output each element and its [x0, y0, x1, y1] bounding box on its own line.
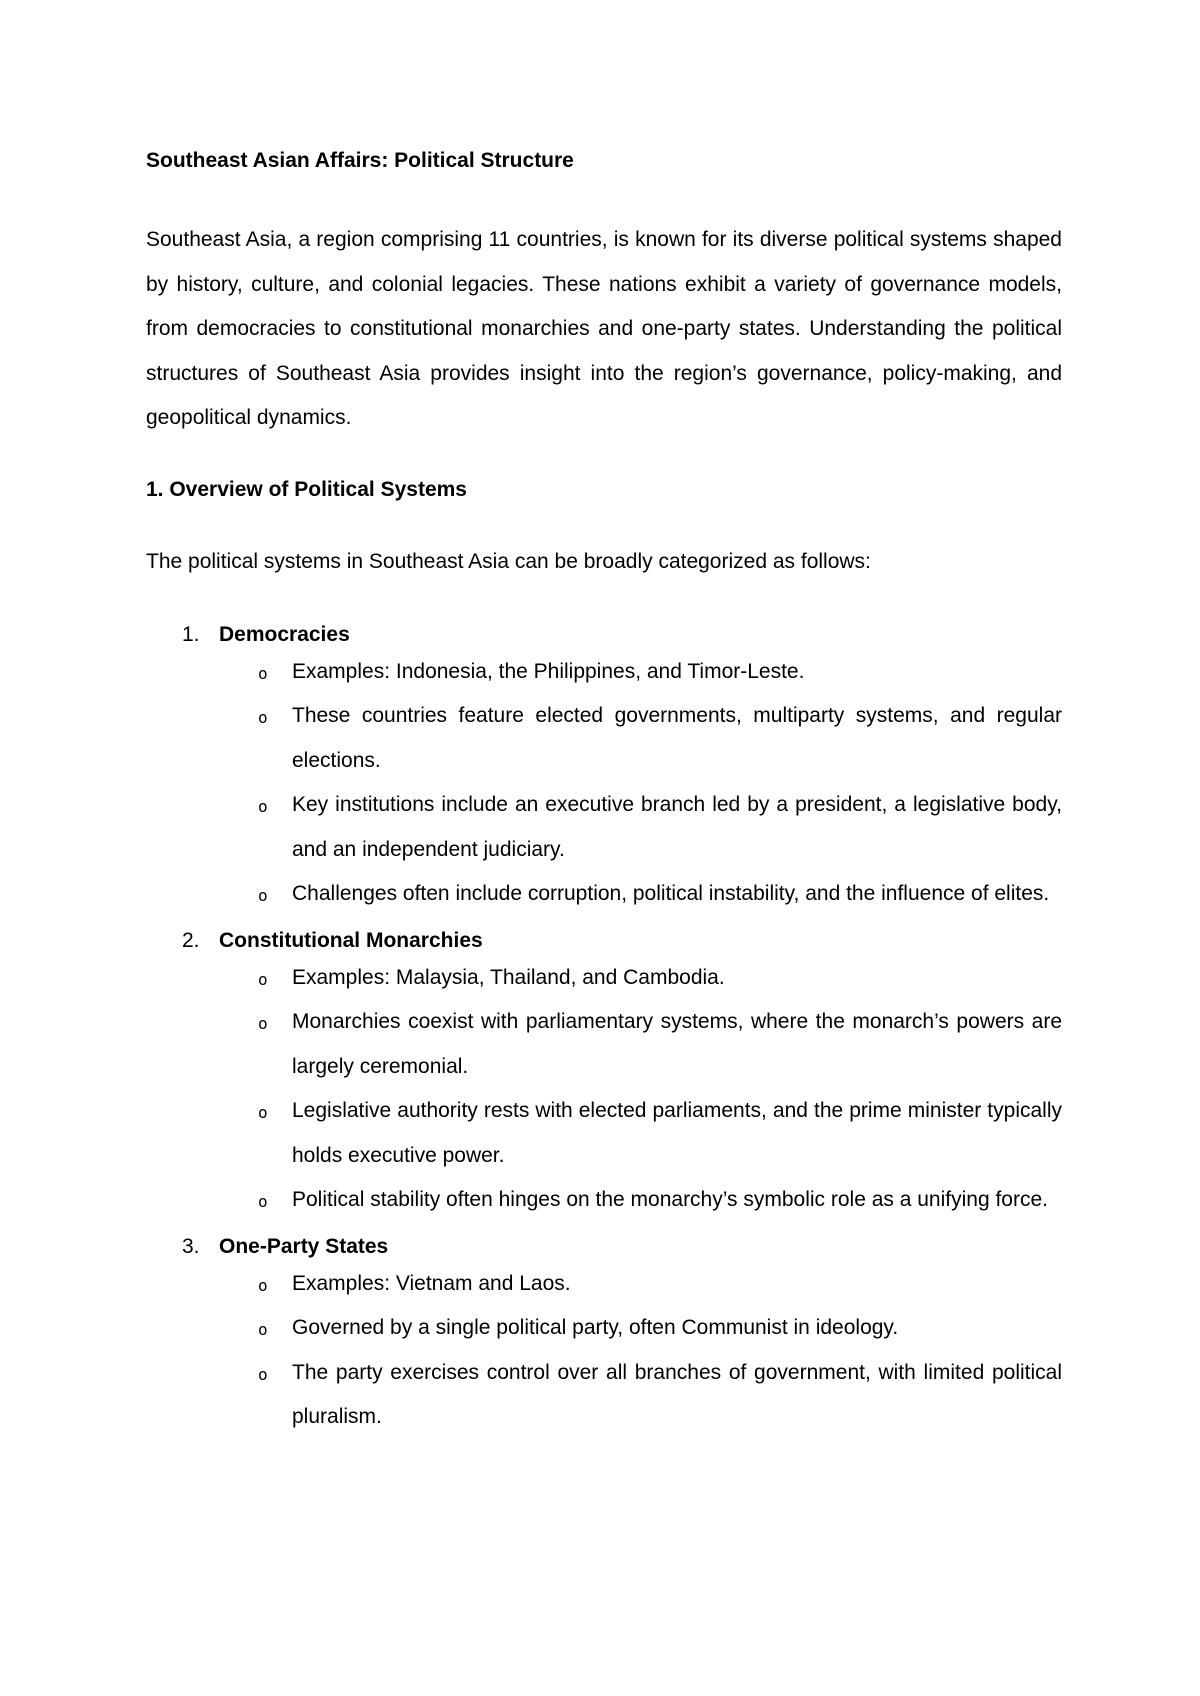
- bullet-icon: o: [258, 1192, 268, 1211]
- bullet-icon: o: [258, 1364, 268, 1384]
- bullet-text: The party exercises control over all branches of government, with limited political pluralism.: [292, 1360, 1062, 1428]
- section-heading: 1. Overview of Political Systems: [146, 477, 467, 501]
- bullet-text: Legislative authority rests with elected parliaments, and the prime minister typically holds executive power.: [292, 1099, 1062, 1167]
- bullet-item: [146, 1089, 1062, 1178]
- bullet-list: [146, 1262, 1062, 1440]
- list-item: [146, 620, 1062, 917]
- bullet-icon: o: [258, 1014, 268, 1033]
- bullet-icon: o: [258, 797, 268, 816]
- bullet-item: [146, 783, 1062, 872]
- bullet-text: Examples: Indonesia, the Philippines, and Timor-Leste.: [292, 659, 805, 683]
- list-item: [146, 1232, 1062, 1440]
- bullet-text: Governed by a single political party, often Communist in ideology.: [292, 1316, 899, 1339]
- bullet-item: [146, 1351, 1062, 1440]
- category-number: 3.: [182, 1234, 200, 1258]
- bullet-text: Examples: Malaysia, Thailand, and Cambodia.: [292, 965, 725, 989]
- bullet-text: These countries feature elected governments, multiparty systems, and regular elections.: [292, 704, 1062, 772]
- bullet-icon: o: [258, 886, 268, 905]
- bullet-text: Monarchies coexist with parliamentary systems, where the monarch’s powers are largely ceremonial.: [292, 1010, 1062, 1078]
- bullet-item: [146, 1178, 1062, 1223]
- bullet-icon: o: [258, 663, 268, 683]
- lead-paragraph: The political systems in Southeast Asia can be broadly categorized as follows:: [146, 549, 871, 573]
- category-list: [146, 620, 1062, 1440]
- bullet-item: [146, 694, 1062, 783]
- category-number: 1.: [182, 622, 200, 646]
- category-name: One-Party States: [219, 1234, 389, 1258]
- bullet-text: Examples: Vietnam and Laos.: [292, 1271, 571, 1295]
- category-name: Constitutional Monarchies: [219, 928, 483, 952]
- bullet-icon: o: [258, 1103, 268, 1122]
- category-name: Democracies: [219, 622, 350, 646]
- bullet-icon: o: [258, 969, 268, 989]
- bullet-item: [146, 872, 1062, 917]
- intro-paragraph: Southeast Asia, a region comprising 11 countries, is known for its diverse political systems shaped by history, culture, and colonial legacies. These nations exhibit a variety of governance models, from democracies to constitutional monarchies and one-party states. Understanding the political structures of Southeast Asia provides insight into the region’s governance, policy-making, and geopolitical dynamics.: [146, 228, 1062, 429]
- bullet-icon: o: [258, 708, 268, 727]
- bullet-text: Political stability often hinges on the monarchy’s symbolic role as a unifying force.: [292, 1188, 1048, 1211]
- category-heading: [146, 926, 1062, 956]
- category-heading: [146, 620, 1062, 650]
- bullet-item: [146, 1306, 1062, 1351]
- bullet-icon: o: [258, 1320, 268, 1339]
- bullet-list: [146, 650, 1062, 917]
- category-heading: [146, 1232, 1062, 1262]
- bullet-list: [146, 956, 1062, 1223]
- list-item: [146, 926, 1062, 1223]
- category-number: 2.: [182, 928, 200, 952]
- bullet-text: Key institutions include an executive branch led by a president, a legislative body, and an independent judiciary.: [292, 793, 1062, 861]
- bullet-text: Challenges often include corruption, political instability, and the influence of elites.: [292, 882, 1050, 905]
- bullet-item: [146, 956, 1062, 1001]
- document-title: Southeast Asian Affairs: Political Structure: [146, 149, 574, 172]
- bullet-item: [146, 1000, 1062, 1089]
- bullet-item: [146, 1262, 1062, 1307]
- bullet-icon: o: [258, 1275, 268, 1295]
- bullet-item: [146, 650, 1062, 695]
